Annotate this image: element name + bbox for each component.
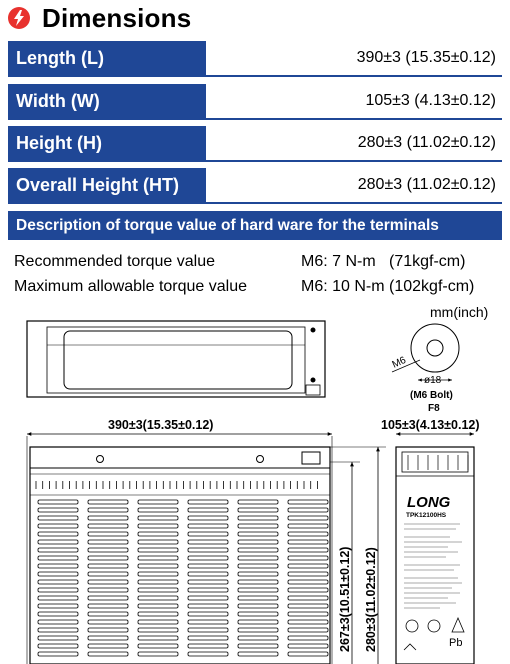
section-title xyxy=(8,2,191,34)
vent-slot xyxy=(288,556,328,560)
vent-slot xyxy=(38,556,78,560)
length-value: 390±3 (15.35±0.12) xyxy=(356,49,496,66)
vent-slot xyxy=(38,508,78,512)
vent-slot xyxy=(188,596,228,600)
vent-slot xyxy=(238,580,278,584)
width-value: 105±3 (4.13±0.12) xyxy=(365,92,496,109)
vent-slot xyxy=(38,516,78,520)
vent-slot xyxy=(138,564,178,568)
vent-slot xyxy=(188,508,228,512)
vent-slot xyxy=(238,548,278,552)
vent-slot xyxy=(238,556,278,560)
vent-slot xyxy=(188,500,228,504)
length-dimension: 390±3(15.35±0.12) xyxy=(108,418,214,432)
vent-slot xyxy=(38,572,78,576)
vent-slot xyxy=(238,500,278,504)
bolt-thread-label: M6 xyxy=(390,354,408,371)
torque-value-maximum: M6: 10 N-m (102kgf-cm) xyxy=(301,278,475,295)
vent-slot xyxy=(238,628,278,632)
vent-slot xyxy=(38,588,78,592)
vent-slot xyxy=(188,620,228,624)
vent-slot xyxy=(188,644,228,648)
vent-slot xyxy=(138,644,178,648)
vent-slot xyxy=(288,540,328,544)
vent-slot xyxy=(88,516,128,520)
vent-slot xyxy=(38,532,78,536)
lead-symbol: Pb xyxy=(449,637,463,649)
overall-height-value: 280±3 (11.02±0.12) xyxy=(357,176,496,193)
vent-slot xyxy=(88,572,128,576)
vent-slot xyxy=(138,540,178,544)
row-divider xyxy=(8,118,502,120)
bolt-detail xyxy=(392,324,459,380)
vent-slot xyxy=(288,524,328,528)
vent-slot xyxy=(238,612,278,616)
row-divider xyxy=(8,202,502,204)
vent-ticks xyxy=(36,481,317,489)
vent-slot xyxy=(238,524,278,528)
terminal-label: F8 xyxy=(428,403,440,414)
vent-slot xyxy=(238,508,278,512)
vent-slot xyxy=(38,628,78,632)
vent-slot xyxy=(188,612,228,616)
vent-slot xyxy=(288,564,328,568)
vent-slot xyxy=(38,620,78,624)
vent-slot xyxy=(288,612,328,616)
vent-slot xyxy=(138,628,178,632)
vent-slot xyxy=(88,596,128,600)
label-text-lines xyxy=(404,524,462,608)
vent-slot xyxy=(138,548,178,552)
height-total-dimension: 280±3(11.02±0.12) xyxy=(364,547,378,652)
vent-slot xyxy=(138,508,178,512)
vent-slot xyxy=(238,596,278,600)
vent-slot xyxy=(38,636,78,640)
vent-slot xyxy=(138,652,178,656)
vent-slot xyxy=(238,620,278,624)
vent-slot xyxy=(138,500,178,504)
vent-slot xyxy=(88,636,128,640)
vent-slot xyxy=(88,612,128,616)
bolt-diameter-label: ø18 xyxy=(424,375,442,386)
vent-slot xyxy=(238,532,278,536)
vent-slot xyxy=(138,556,178,560)
vent-slot xyxy=(288,572,328,576)
vent-slot xyxy=(88,580,128,584)
vent-slot xyxy=(188,532,228,536)
vent-slot xyxy=(88,532,128,536)
vent-slot xyxy=(288,620,328,624)
vent-slot xyxy=(188,572,228,576)
vent-slot xyxy=(138,516,178,520)
vent-slot xyxy=(88,548,128,552)
battery-dimension-drawing xyxy=(0,300,510,664)
vent-slot xyxy=(238,588,278,592)
vent-slot xyxy=(288,636,328,640)
vent-slot xyxy=(138,580,178,584)
vent-slot xyxy=(288,596,328,600)
vent-slot xyxy=(88,604,128,608)
vent-slot xyxy=(238,516,278,520)
vent-slot xyxy=(288,644,328,648)
vent-slot xyxy=(238,572,278,576)
vent-slot xyxy=(188,548,228,552)
bolt-caption: (M6 Bolt) xyxy=(410,390,453,401)
vent-slot xyxy=(188,580,228,584)
vent-slot xyxy=(288,532,328,536)
length-label: Length (L) xyxy=(8,41,206,75)
vent-slot xyxy=(38,548,78,552)
overall-height-label: Overall Height (HT) xyxy=(8,168,206,202)
vent-slot xyxy=(188,604,228,608)
torque-header: Description of torque value of hard ware for the terminals xyxy=(8,211,502,240)
vent-slot xyxy=(288,500,328,504)
height-label: Height (H) xyxy=(8,126,206,160)
vent-slot xyxy=(288,652,328,656)
vent-slot xyxy=(238,540,278,544)
vent-slot xyxy=(188,564,228,568)
vent-slot xyxy=(88,644,128,648)
vent-slot xyxy=(288,604,328,608)
vent-slot xyxy=(88,652,128,656)
vent-slot xyxy=(288,580,328,584)
vent-slot xyxy=(188,652,228,656)
vent-slot xyxy=(238,564,278,568)
front-view xyxy=(27,436,332,664)
vent-slot xyxy=(138,620,178,624)
vent-slot xyxy=(38,540,78,544)
top-view xyxy=(27,321,325,397)
row-divider xyxy=(8,160,502,162)
vent-grid xyxy=(38,500,328,656)
vent-slot xyxy=(88,588,128,592)
height-value: 280±3 (11.02±0.12) xyxy=(357,134,496,151)
vent-slot xyxy=(138,532,178,536)
vent-slot xyxy=(38,596,78,600)
unit-label: mm(inch) xyxy=(430,304,489,320)
height-inner-dimension: 267±3(10.51±0.12) xyxy=(338,546,352,652)
vent-slot xyxy=(188,540,228,544)
brand-logo: LONG xyxy=(407,494,451,511)
vent-slot xyxy=(138,524,178,528)
vent-slot xyxy=(88,500,128,504)
side-view xyxy=(396,447,474,664)
vent-slot xyxy=(188,524,228,528)
vent-slot xyxy=(238,644,278,648)
vent-slot xyxy=(38,652,78,656)
vent-slot xyxy=(288,588,328,592)
vent-slot xyxy=(38,580,78,584)
vent-slot xyxy=(138,612,178,616)
vent-slot xyxy=(188,588,228,592)
vent-slot xyxy=(38,564,78,568)
torque-name-recommended: Recommended torque value xyxy=(14,253,216,270)
vent-slot xyxy=(38,524,78,528)
vent-slot xyxy=(38,500,78,504)
vent-slot xyxy=(288,548,328,552)
model-label: TPK12100HS xyxy=(406,512,447,519)
vent-slot xyxy=(188,628,228,632)
vent-slot xyxy=(288,628,328,632)
vent-slot xyxy=(138,588,178,592)
row-divider xyxy=(8,75,502,77)
vent-slot xyxy=(38,612,78,616)
torque-name-maximum: Maximum allowable torque value xyxy=(14,278,247,295)
page-title: Dimensions xyxy=(42,2,192,33)
width-dimension: 105±3(4.13±0.12) xyxy=(381,418,480,432)
vent-slot xyxy=(188,556,228,560)
vent-slot xyxy=(88,564,128,568)
vent-slot xyxy=(288,508,328,512)
vent-slot xyxy=(88,556,128,560)
vent-slot xyxy=(288,516,328,520)
vent-slot xyxy=(238,604,278,608)
vent-slot xyxy=(38,644,78,648)
vent-slot xyxy=(138,604,178,608)
vent-slot xyxy=(88,620,128,624)
vent-slot xyxy=(238,652,278,656)
vent-slot xyxy=(238,636,278,640)
vent-slot xyxy=(188,636,228,640)
vent-slot xyxy=(88,628,128,632)
width-label: Width (W) xyxy=(8,84,206,118)
vent-slot xyxy=(88,508,128,512)
vent-slot xyxy=(38,604,78,608)
torque-value-recommended: M6: 7 N-m (71kgf-cm) xyxy=(301,253,466,270)
vent-slot xyxy=(88,540,128,544)
vent-slot xyxy=(138,572,178,576)
vent-slot xyxy=(138,636,178,640)
lightning-bolt-icon xyxy=(8,7,30,29)
vent-slot xyxy=(138,596,178,600)
vent-slot xyxy=(188,516,228,520)
vent-slot xyxy=(88,524,128,528)
